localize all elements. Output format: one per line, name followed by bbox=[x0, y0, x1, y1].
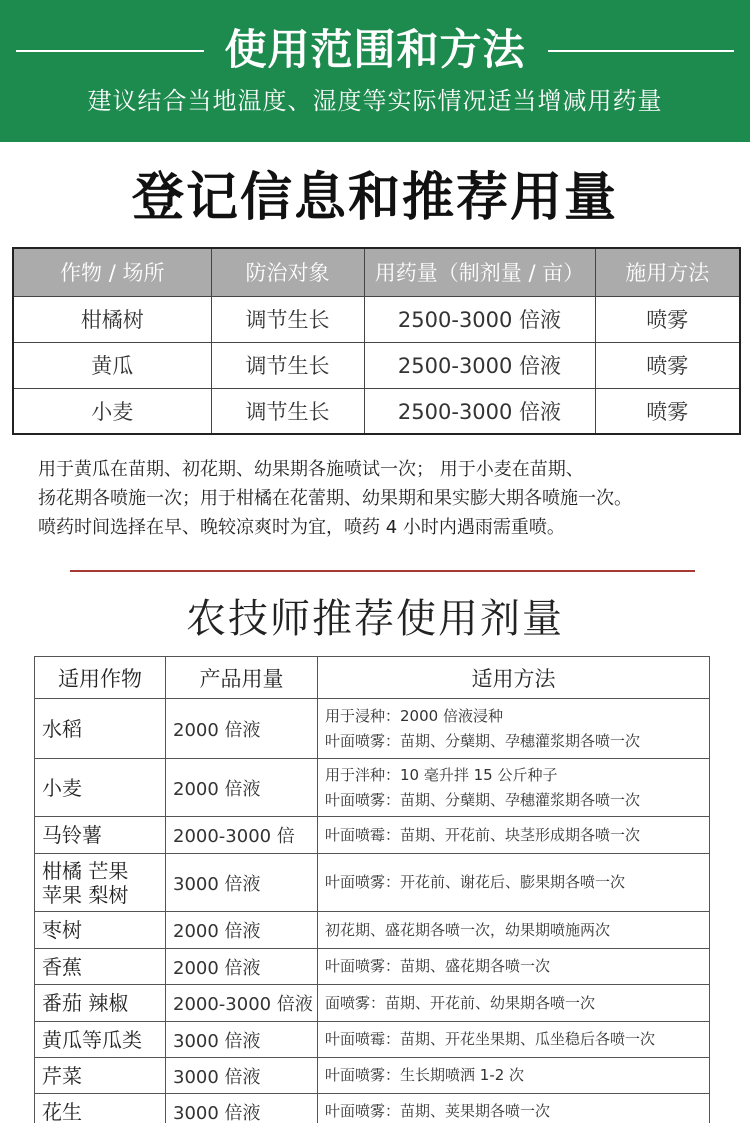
table-row bbox=[35, 985, 710, 1022]
cell-dose: 2000-3000 倍 bbox=[166, 817, 318, 854]
crop-name: 香蕉 bbox=[42, 954, 82, 979]
table-row bbox=[35, 1094, 710, 1123]
crop-name: 小麦 bbox=[42, 775, 82, 800]
crop-name: 枣树 bbox=[42, 918, 82, 942]
cell-crop bbox=[35, 1022, 166, 1058]
cell-dose: 2000 倍液 bbox=[166, 949, 318, 985]
registration-title: 登记信息和推荐用量 bbox=[131, 168, 618, 228]
method-line: 叶面喷雾：苗期、盛花期各喷一次 bbox=[325, 957, 551, 975]
crop-name: 黄瓜等瓜类 bbox=[42, 1027, 142, 1052]
table-row bbox=[35, 912, 710, 949]
cell-dose: 2000 倍液 bbox=[166, 699, 318, 759]
cell-dose: 3000 倍液 bbox=[166, 1094, 318, 1123]
usage-note-line: 喷药时间选择在早、晚较凉爽时为宜，喷药 4 小时内遇雨需重喷。 bbox=[38, 517, 565, 538]
cell-method bbox=[318, 949, 710, 985]
cell-crop bbox=[35, 1058, 166, 1094]
cell-target: 调节生长 bbox=[211, 342, 364, 388]
col-header-crop: 作物 / 场所 bbox=[13, 248, 211, 296]
method-line: 叶面喷雾：苗期、荚果期各喷一次 bbox=[325, 1102, 551, 1120]
cell-crop bbox=[35, 1094, 166, 1123]
crop-name: 柑橘 芒果 bbox=[42, 858, 129, 883]
cell-crop bbox=[35, 985, 166, 1022]
cell-crop bbox=[35, 699, 166, 759]
agronomist-header-row bbox=[35, 657, 710, 699]
cell-method: 喷雾 bbox=[595, 342, 740, 388]
table-row bbox=[13, 342, 740, 388]
usage-note-line: 用于黄瓜在苗期、初花期、幼果期各施喷试一次； 用于小麦在苗期、 bbox=[38, 459, 584, 480]
crop-name: 花生 bbox=[42, 1099, 82, 1123]
cell-method bbox=[318, 912, 710, 949]
cell-target: 调节生长 bbox=[211, 296, 364, 342]
cell-dose: 2000-3000 倍液 bbox=[166, 985, 318, 1022]
cell-method bbox=[318, 1094, 710, 1123]
table-row bbox=[35, 949, 710, 985]
cell-dosage: 2500-3000 倍液 bbox=[364, 342, 595, 388]
cell-crop bbox=[35, 949, 166, 985]
cell-dose: 2000 倍液 bbox=[166, 912, 318, 949]
cell-method bbox=[318, 817, 710, 854]
registration-header-row bbox=[13, 248, 740, 296]
cell-crop: 小麦 bbox=[13, 388, 211, 434]
cell-method bbox=[318, 699, 710, 759]
cell-crop: 柑橘树 bbox=[13, 296, 211, 342]
banner-title: 使用范围和方法 bbox=[224, 25, 526, 74]
cell-method: 喷雾 bbox=[595, 388, 740, 434]
cell-method bbox=[318, 759, 710, 817]
agronomist-table bbox=[34, 656, 710, 1123]
cell-crop bbox=[35, 854, 166, 912]
col-header-target: 防治对象 bbox=[211, 248, 364, 296]
method-line: 用于泮种：10 毫升拌 15 公斤种子 bbox=[325, 765, 558, 784]
cell-dosage: 2500-3000 倍液 bbox=[364, 388, 595, 434]
table-row bbox=[35, 759, 710, 817]
crop-name: 苹果 梨树 bbox=[42, 882, 129, 907]
cell-dose: 3000 倍液 bbox=[166, 1058, 318, 1094]
table-row bbox=[35, 817, 710, 854]
registration-table bbox=[12, 247, 741, 435]
cell-method bbox=[318, 1022, 710, 1058]
method-line: 用于浸种：2000 倍液浸种 bbox=[325, 706, 503, 725]
usage-note-line: 扬花期各喷施一次；用于柑橘在花蕾期、幼果期和果实膨大期各喷施一次。 bbox=[38, 488, 632, 509]
method-line: 初花期、盛花期各喷一次，幼果期喷施两次 bbox=[325, 920, 611, 939]
col-header-dosage: 用药量（制剂量 / 亩） bbox=[364, 248, 595, 296]
col-header-product-dose: 产品用量 bbox=[166, 657, 318, 699]
cell-method: 喷雾 bbox=[595, 296, 740, 342]
method-line: 叶面喷霉：苗期、开花坐果期、瓜坐稳后各喷一次 bbox=[325, 1030, 656, 1048]
cell-crop: 黄瓜 bbox=[13, 342, 211, 388]
crop-name: 马铃薯 bbox=[42, 823, 102, 847]
cell-method bbox=[318, 985, 710, 1022]
method-line: 叶面喷雾：苗期、分蘖期、孕穗灌浆期各喷一次 bbox=[325, 731, 641, 750]
cell-crop bbox=[35, 817, 166, 854]
cell-dose: 3000 倍液 bbox=[166, 854, 318, 912]
method-line: 面喷雾：苗期、开花前、幼果期各喷一次 bbox=[325, 993, 596, 1012]
section-divider bbox=[70, 570, 695, 572]
usage-notes bbox=[38, 455, 728, 542]
col-header-method: 施用方法 bbox=[595, 248, 740, 296]
method-line: 叶面喷雾：苗期、分蘖期、孕穗灌浆期各喷一次 bbox=[325, 790, 641, 809]
method-line: 叶面喷雾：开花前、谢花后、膨果期各喷一次 bbox=[325, 873, 626, 891]
cell-dose: 2000 倍液 bbox=[166, 759, 318, 817]
cell-target: 调节生长 bbox=[211, 388, 364, 434]
cell-dosage: 2500-3000 倍液 bbox=[364, 296, 595, 342]
cell-crop bbox=[35, 912, 166, 949]
agronomist-title: 农技师推荐使用剂量 bbox=[186, 596, 564, 642]
table-row bbox=[13, 388, 740, 434]
table-row bbox=[35, 699, 710, 759]
col-header-applicable-crop: 适用作物 bbox=[35, 657, 166, 699]
table-row bbox=[35, 1022, 710, 1058]
banner-subtitle: 建议结合当地温度、湿度等实际情况适当增减用药量 bbox=[87, 87, 663, 115]
cell-dose: 3000 倍液 bbox=[166, 1022, 318, 1058]
table-row bbox=[35, 1058, 710, 1094]
crop-name: 水稻 bbox=[42, 716, 82, 741]
cell-method bbox=[318, 854, 710, 912]
table-row bbox=[35, 854, 710, 912]
col-header-applicable-method: 适用方法 bbox=[318, 657, 710, 699]
crop-name: 芹菜 bbox=[42, 1063, 82, 1088]
method-line: 叶面喷雾：生长期喷洒 1-2 次 bbox=[325, 1066, 525, 1084]
method-line: 叶面喷霉：苗期、开花前、块茎形成期各喷一次 bbox=[325, 825, 641, 844]
header-banner bbox=[0, 0, 750, 142]
table-row bbox=[13, 296, 740, 342]
cell-crop bbox=[35, 759, 166, 817]
cell-method bbox=[318, 1058, 710, 1094]
crop-name: 番茄 辣椒 bbox=[42, 991, 129, 1015]
